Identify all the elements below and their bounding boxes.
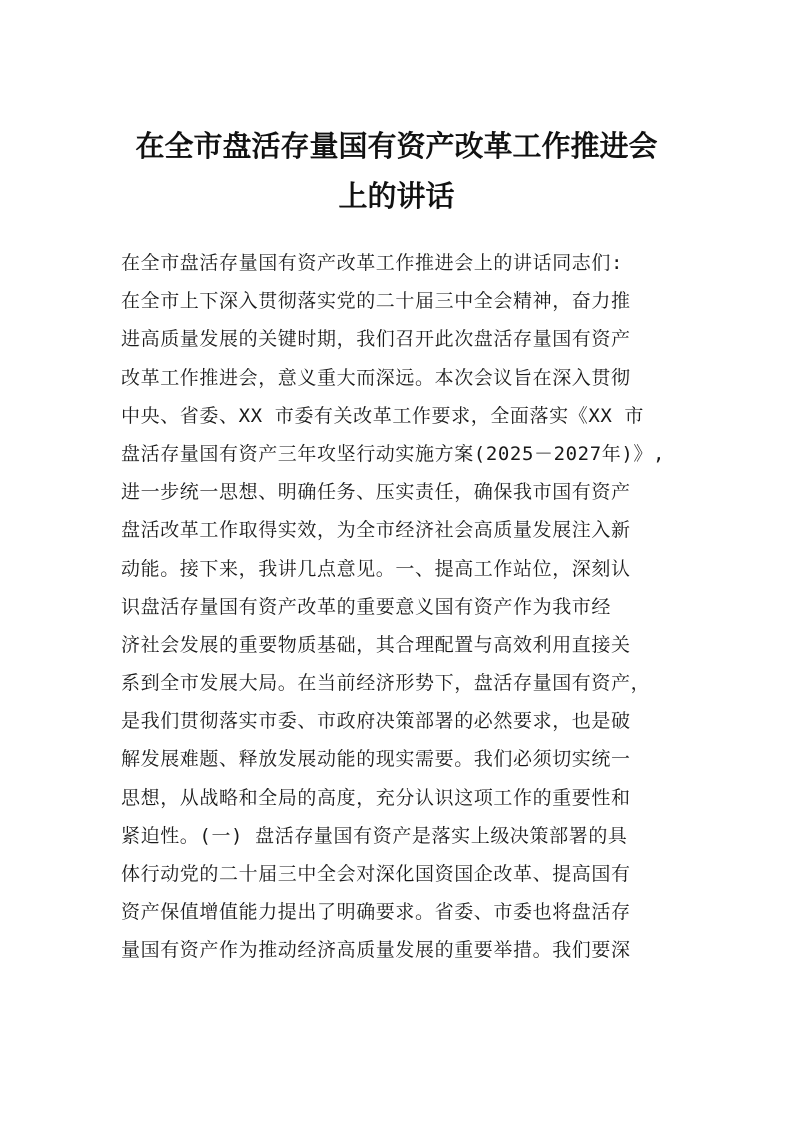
body-line: 进一步统一思想、明确任务、压实责任，确保我市国有资产 xyxy=(121,481,631,504)
body-line: 是我们贯彻落实市委、市政府决策部署的必然要求，也是破 xyxy=(121,710,631,733)
body-line: 量国有资产作为推动经济高质量发展的重要举措。我们要深 xyxy=(121,939,631,962)
body-line: 盘活改革工作取得实效，为全市经济社会高质量发展注入新 xyxy=(121,519,631,542)
body-line: 中央、省委、XX 市委有关改革工作要求，全面落实《XX 市 xyxy=(121,404,645,427)
body-line: 资产保值增值能力提出了明确要求。省委、市委也将盘活存 xyxy=(121,901,631,924)
body-line: 济社会发展的重要物质基础，其合理配置与高效利用直接关 xyxy=(121,633,631,656)
body-line: 体行动党的二十届三中全会对深化国资国企改革、提高国有 xyxy=(121,863,631,885)
document-title-line-1: 在全市盘活存量国有资产改革工作推进会 xyxy=(135,129,658,163)
body-line: 在全市盘活存量国有资产改革工作推进会上的讲话同志们: xyxy=(121,252,624,274)
document-body xyxy=(121,244,681,970)
body-line: 在全市上下深入贯彻落实党的二十届三中全会精神，奋力推 xyxy=(121,290,631,313)
body-line: 动能。接下来，我讲几点意见。一、提高工作站位，深刻认 xyxy=(121,557,631,580)
body-line: 思想，从战略和全局的高度，充分认识这项工作的重要性和 xyxy=(121,786,631,809)
document-title-line-2: 上的讲话 xyxy=(338,179,455,213)
body-line: 盘活存量国有资产三年攻坚行动实施方案(2025－2027年)》, xyxy=(121,442,666,465)
body-line: 系到全市发展大局。在当前经济形势下，盘活存量国有资产， xyxy=(121,672,651,695)
body-line: 改革工作推进会，意义重大而深远。本次会议旨在深入贯彻 xyxy=(121,366,631,389)
body-line: 紧迫性。(一) 盘活存量国有资产是落实上级决策部署的具 xyxy=(121,824,628,847)
body-line: 解发展难题、释放发展动能的现实需要。我们必须切实统一 xyxy=(121,748,631,771)
body-line: 识盘活存量国有资产改革的重要意义国有资产作为我市经 xyxy=(121,595,612,618)
body-line: 进高质量发展的关键时期，我们召开此次盘活存量国有资产 xyxy=(121,328,631,351)
